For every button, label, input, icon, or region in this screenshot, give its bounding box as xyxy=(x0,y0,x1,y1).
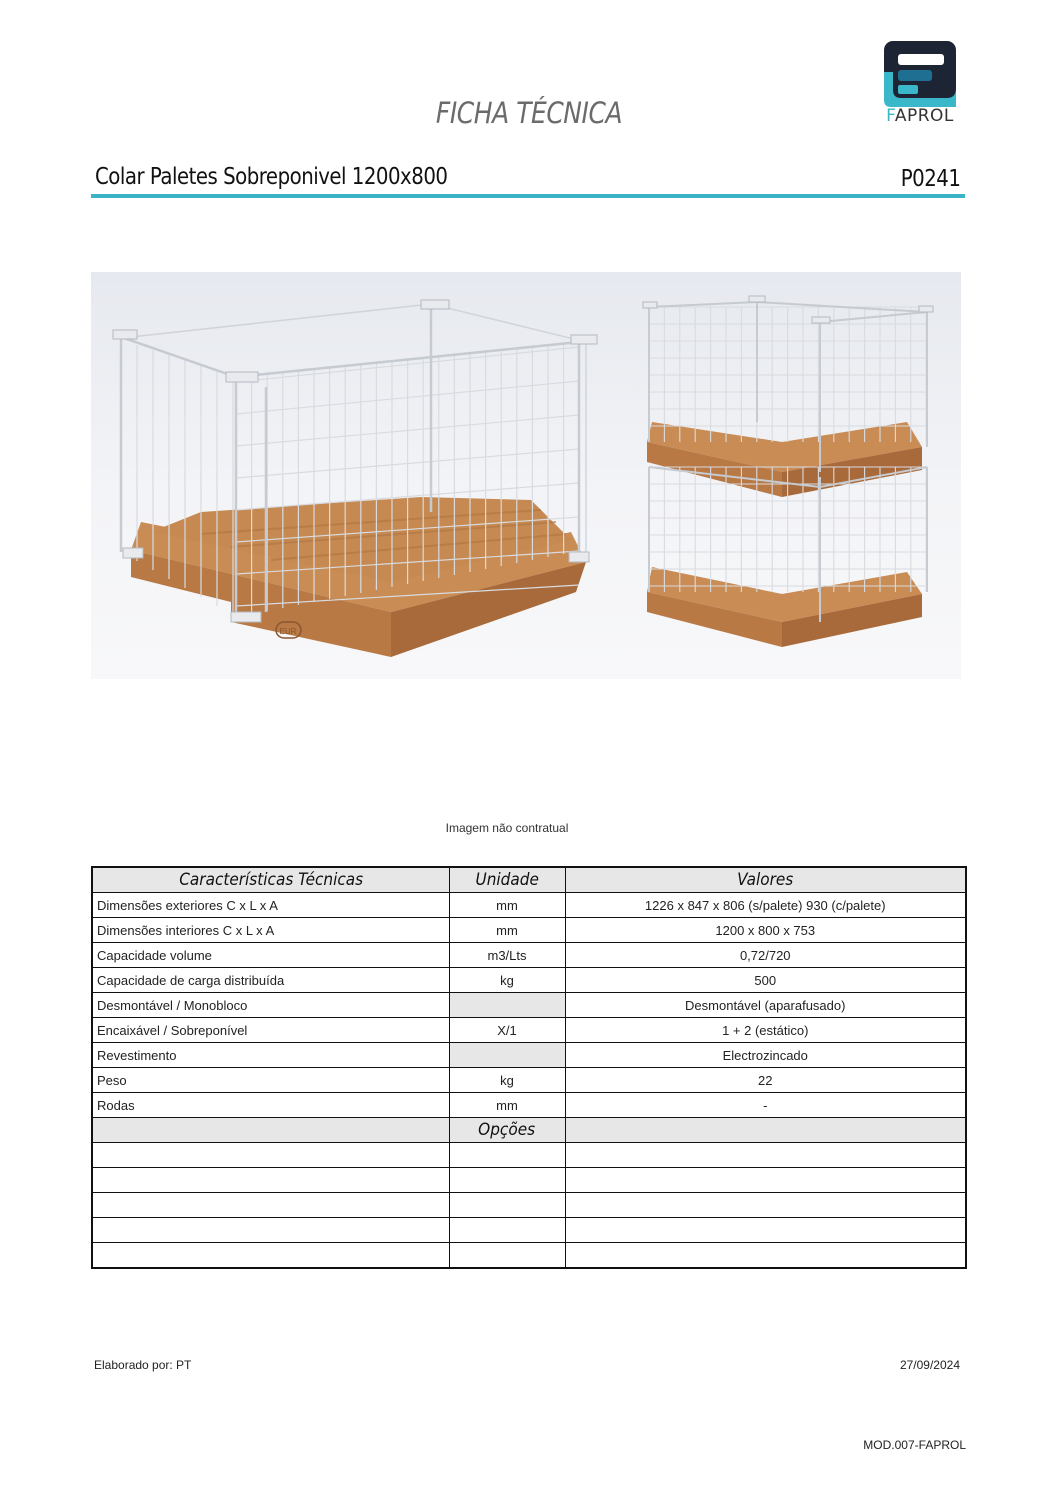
options-header-blank xyxy=(92,1118,449,1143)
product-code: P0241 xyxy=(900,166,960,192)
spec-value: 0,72/720 xyxy=(565,943,966,968)
spec-value: 22 xyxy=(565,1068,966,1093)
prepared-by: Elaborado por: PT xyxy=(94,1358,192,1372)
spec-value: 1 + 2 (estático) xyxy=(565,1018,966,1043)
table-row xyxy=(92,893,966,918)
product-name: Colar Paletes Sobreponivel 1200x800 xyxy=(95,164,448,190)
spec-unit: X/1 xyxy=(449,1018,565,1043)
option-label xyxy=(92,1243,449,1269)
image-disclaimer: Imagem não contratual xyxy=(445,821,569,835)
header-unit: Unidade xyxy=(449,867,565,893)
table-header-row xyxy=(92,867,966,893)
option-row xyxy=(92,1193,966,1218)
spec-label: Encaixável / Sobreponível xyxy=(92,1018,449,1043)
option-row xyxy=(92,1168,966,1193)
spec-unit: kg xyxy=(449,1068,565,1093)
product-image-main xyxy=(91,272,607,679)
spec-value: 500 xyxy=(565,968,966,993)
option-value xyxy=(565,1243,966,1269)
spec-label: Dimensões exteriores C x L x A xyxy=(92,893,449,918)
header-characteristics: Características Técnicas xyxy=(92,867,449,893)
spec-label: Rodas xyxy=(92,1093,449,1118)
pallet-stamp: EUR xyxy=(279,627,297,636)
spec-unit: m3/Lts xyxy=(449,943,565,968)
option-value xyxy=(565,1193,966,1218)
table-row xyxy=(92,943,966,968)
options-header-row xyxy=(92,1118,966,1143)
spec-unit xyxy=(449,1043,565,1068)
spec-unit: mm xyxy=(449,918,565,943)
spec-unit: kg xyxy=(449,968,565,993)
logo-wordmark xyxy=(871,106,969,126)
spec-unit: mm xyxy=(449,893,565,918)
spec-value: Electrozincado xyxy=(565,1043,966,1068)
option-value xyxy=(565,1168,966,1193)
options-header: Opções xyxy=(449,1118,565,1143)
product-image-stacked xyxy=(607,272,961,679)
logo-wordmark-rest: APROL xyxy=(894,106,954,126)
option-unit xyxy=(449,1218,565,1243)
table-row xyxy=(92,993,966,1018)
spec-value: - xyxy=(565,1093,966,1118)
spec-label: Dimensões interiores C x L x A xyxy=(92,918,449,943)
option-unit xyxy=(449,1168,565,1193)
spec-label: Peso xyxy=(92,1068,449,1093)
document-date: 27/09/2024 xyxy=(899,1358,960,1372)
table-row xyxy=(92,1018,966,1043)
spec-value: 1226 x 847 x 806 (s/palete) 930 (c/palete) xyxy=(565,893,966,918)
option-unit xyxy=(449,1143,565,1168)
header-values: Valores xyxy=(565,867,966,893)
spec-unit xyxy=(449,993,565,1018)
spec-label: Capacidade de carga distribuída xyxy=(92,968,449,993)
option-value xyxy=(565,1218,966,1243)
spec-label: Revestimento xyxy=(92,1043,449,1068)
option-value xyxy=(565,1143,966,1168)
spec-value: Desmontável (aparafusado) xyxy=(565,993,966,1018)
option-row xyxy=(92,1143,966,1168)
option-row xyxy=(92,1243,966,1269)
option-row xyxy=(92,1218,966,1243)
option-label xyxy=(92,1168,449,1193)
header-rule xyxy=(91,194,965,198)
table-row xyxy=(92,968,966,993)
form-code: MOD.007-FAPROL xyxy=(863,1438,966,1452)
option-unit xyxy=(449,1193,565,1218)
spec-label: Capacidade volume xyxy=(92,943,449,968)
document-title: FICHA TÉCNICA xyxy=(435,96,623,130)
spec-unit: mm xyxy=(449,1093,565,1118)
option-label xyxy=(92,1143,449,1168)
technical-specs-table xyxy=(91,866,967,1269)
spec-value: 1200 x 800 x 753 xyxy=(565,918,966,943)
logo-wordmark-initial: F xyxy=(886,106,895,126)
option-unit xyxy=(449,1243,565,1269)
options-header-blank xyxy=(565,1118,966,1143)
spec-label: Desmontável / Monobloco xyxy=(92,993,449,1018)
table-row xyxy=(92,1093,966,1118)
table-row xyxy=(92,918,966,943)
table-row xyxy=(92,1043,966,1068)
table-row xyxy=(92,1068,966,1093)
option-label xyxy=(92,1193,449,1218)
option-label xyxy=(92,1218,449,1243)
